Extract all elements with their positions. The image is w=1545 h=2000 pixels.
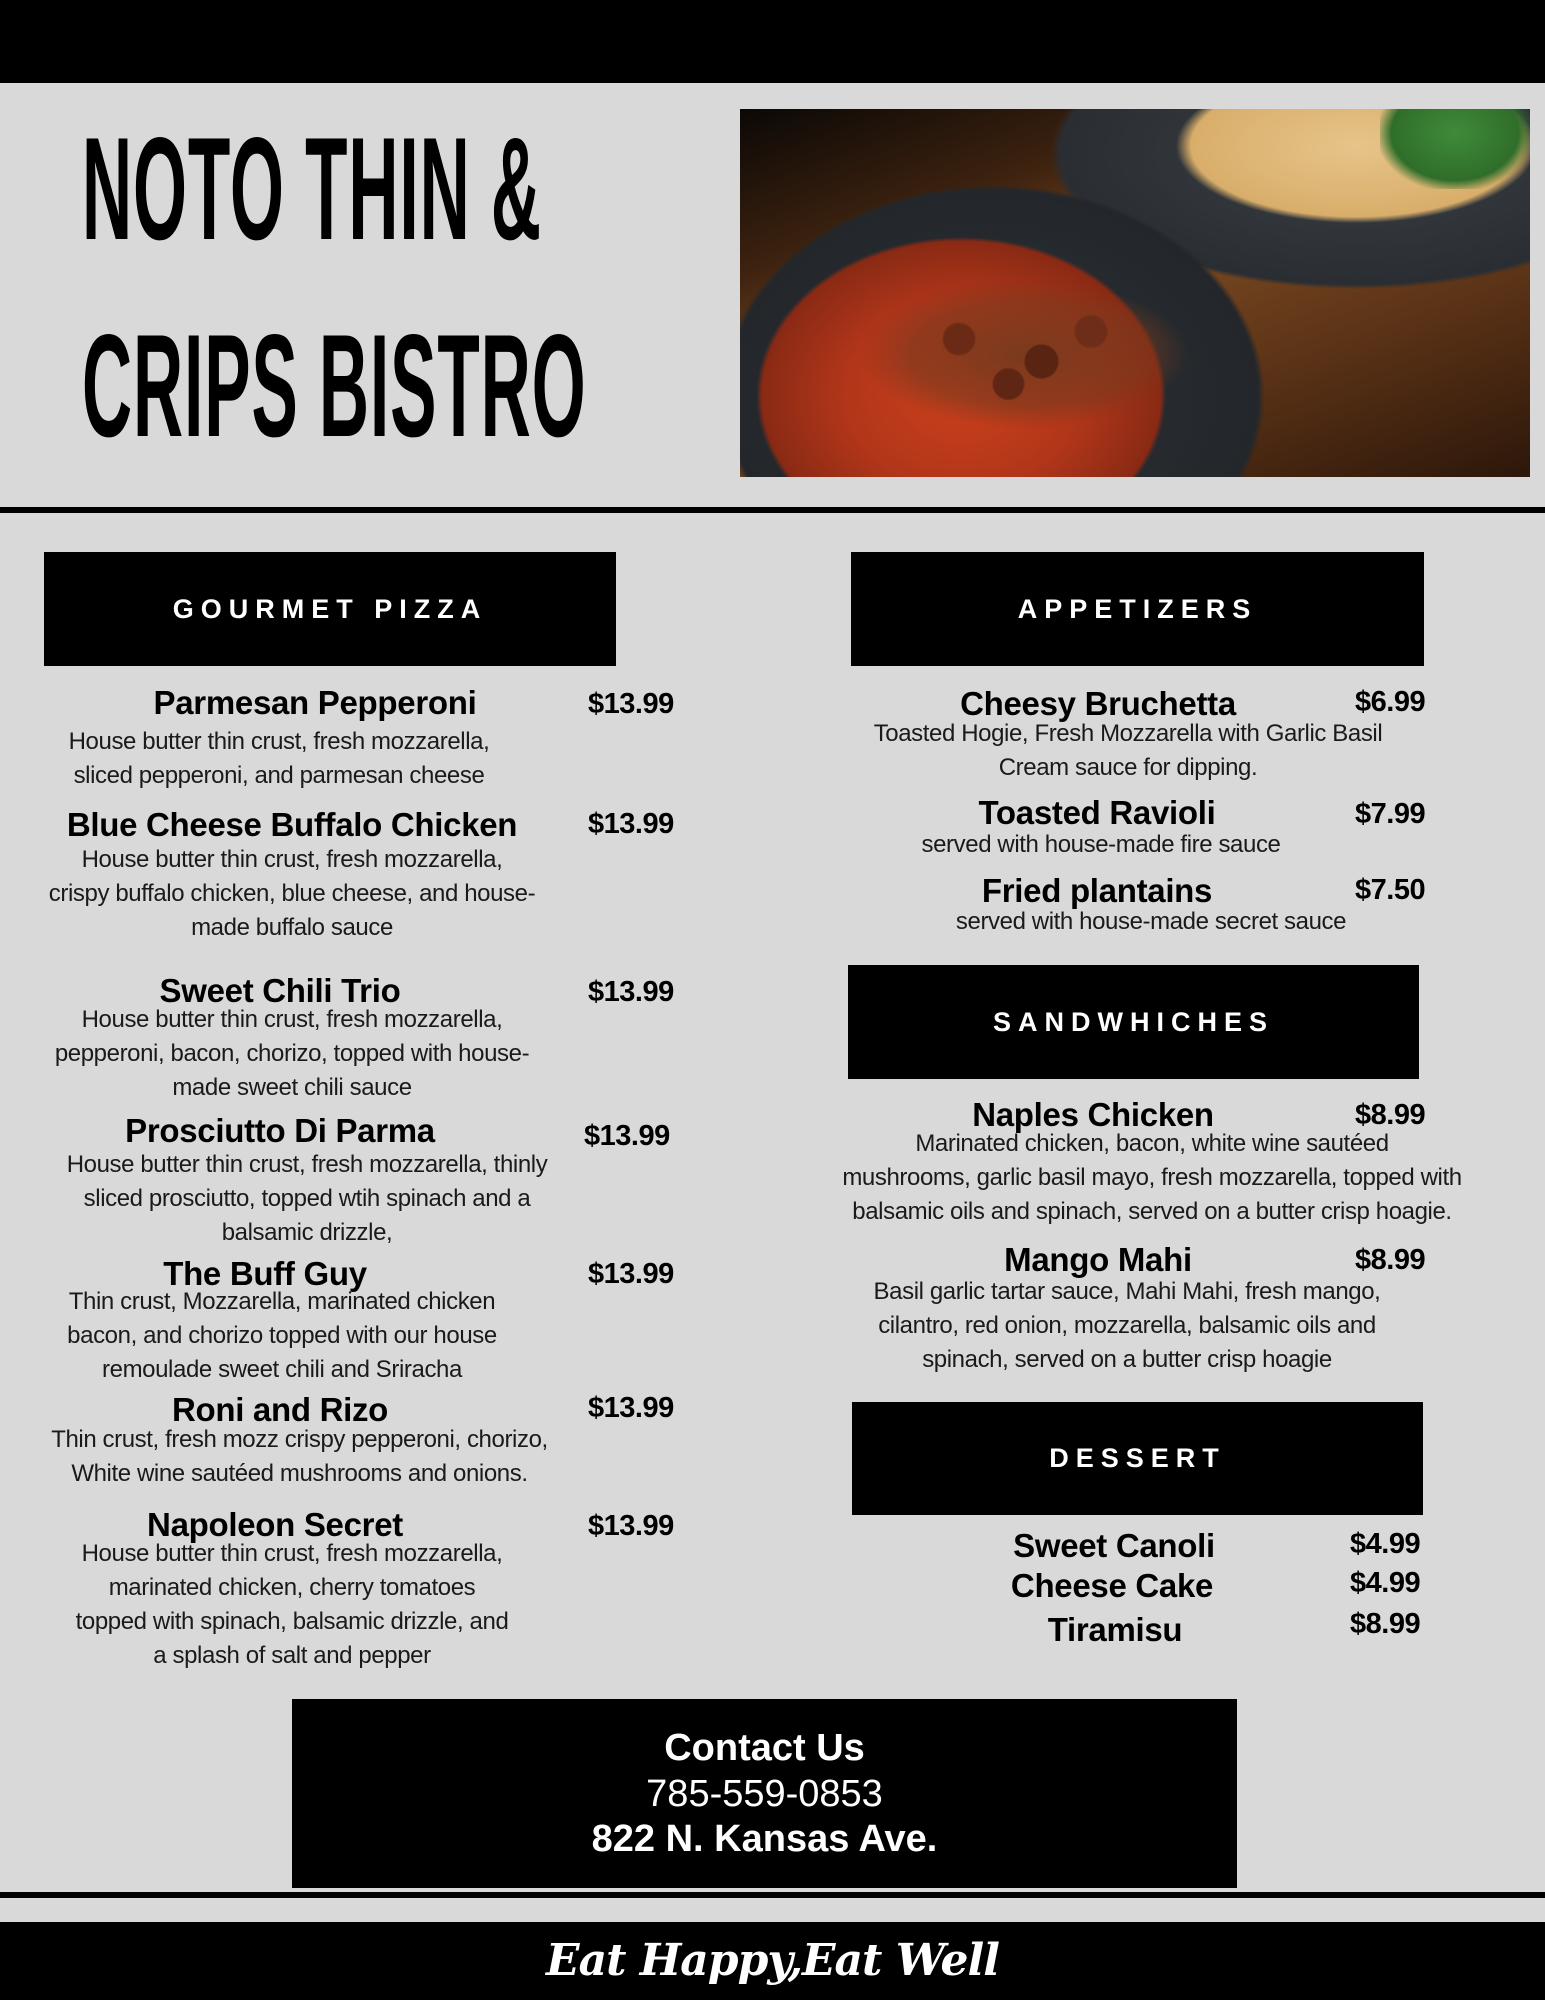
contact-box — [292, 1699, 1237, 1888]
footer-divider — [0, 1892, 1545, 1898]
contact-title: Contact Us — [664, 1727, 865, 1769]
menu-item-description: Marinated chicken, bacon, white wine sautéed mushrooms, garlic basil mayo, fresh mozzarella, topped with balsamic oils and spinach, served on a butter crisp hoagie. — [842, 1130, 1462, 1225]
arugula-topping — [1380, 109, 1530, 189]
menu-item-description: Toasted Hogie, Fresh Mozzarella with Garlic Basil Cream sauce for dipping. — [873, 720, 1383, 781]
menu-item-price: $4.99 — [1350, 1528, 1421, 1560]
section-header-dessert — [852, 1402, 1423, 1515]
menu-item-price: $13.99 — [584, 1120, 670, 1152]
menu-item-name: The Buff Guy — [163, 1255, 367, 1292]
menu-item-price: $13.99 — [588, 976, 674, 1008]
menu-item-description: House butter thin crust, fresh mozzarella, pepperoni, bacon, chorizo, topped with house- made sweet chili sauce — [54, 1006, 530, 1101]
menu-item-description: House butter thin crust, fresh mozzarella, sliced pepperoni, and parmesan cheese — [68, 728, 490, 789]
menu-item-name: Roni and Rizo — [171, 1391, 389, 1428]
menu-item-description: served with house-made fire sauce — [921, 831, 1281, 858]
menu-item-description: Thin crust, Mozzarella, marinated chicken bacon, and chorizo topped with our house remoulade sweet chili and Sriracha — [67, 1288, 497, 1383]
section-title: APPETIZERS — [1017, 593, 1258, 624]
header-divider — [0, 507, 1545, 513]
section-title: DESSERT — [1049, 1443, 1226, 1473]
menu-item-description: House butter thin crust, fresh mozzarella, crispy buffalo chicken, blue cheese, and house- made buffalo sauce — [48, 846, 536, 941]
top-bar — [0, 0, 1545, 83]
menu-item-price: $13.99 — [588, 1392, 674, 1424]
menu-item-price: $8.99 — [1355, 1244, 1426, 1276]
section-title: GOURMET PIZZA — [172, 593, 488, 624]
section-header-appetizers — [851, 552, 1424, 666]
menu-item-name: Blue Cheese Buffalo Chicken — [66, 806, 518, 843]
menu-item-name: Mango Mahi — [1004, 1241, 1192, 1278]
menu-item-name: Tiramisu — [1047, 1611, 1183, 1648]
menu-item-price: $13.99 — [588, 808, 674, 840]
menu-item-name: Cheese Cake — [1010, 1567, 1214, 1604]
menu-item-price: $4.99 — [1350, 1567, 1421, 1599]
menu-item-name: Prosciutto Di Parma — [125, 1112, 435, 1149]
menu-item-description: House butter thin crust, fresh mozzarella, thinly sliced prosciutto, topped wtih spinach and a balsamic drizzle, — [66, 1151, 548, 1246]
menu-item-name: Fried plantains — [981, 872, 1213, 909]
menu-item-name: Sweet Canoli — [1013, 1527, 1215, 1564]
menu-item-name: Cheesy Bruchetta — [960, 685, 1236, 722]
menu-item-price: $13.99 — [588, 1258, 674, 1290]
sausage-topping — [860, 279, 1190, 429]
section-title: SANDWHICHES — [992, 1006, 1274, 1037]
section-header-sandwiches — [848, 965, 1419, 1079]
menu-item-price: $6.99 — [1355, 686, 1426, 718]
menu-item-name: Napoleon Secret — [147, 1506, 403, 1543]
contact-phone[interactable]: 785-559-0853 — [646, 1773, 883, 1815]
menu-item-name: Naples Chicken — [972, 1096, 1214, 1133]
contact-address: 822 N. Kansas Ave. — [591, 1818, 938, 1860]
menu-item-price: $7.50 — [1355, 874, 1426, 906]
menu-item-description: House butter thin crust, fresh mozzarella, marinated chicken, cherry tomatoes topped with spinach, balsamic drizzle, and a splash of salt and pepper — [75, 1540, 509, 1669]
menu-item-price: $13.99 — [588, 688, 674, 720]
restaurant-title-line-2: CRIPS BISTRO — [82, 304, 587, 467]
restaurant-title-line-1: NOTO THIN & — [82, 107, 542, 270]
tagline: Eat Happy,Eat Well — [546, 1935, 999, 1986]
menu-item-name: Sweet Chili Trio — [159, 972, 401, 1009]
section-header-gourmet-pizza — [44, 552, 616, 666]
pizza-photo — [740, 109, 1530, 477]
menu-item-price: $8.99 — [1350, 1608, 1421, 1640]
menu-item-description: served with house-made secret sauce — [955, 908, 1347, 935]
menu-item-price: $8.99 — [1355, 1099, 1426, 1131]
menu-item-description: Basil garlic tartar sauce, Mahi Mahi, fresh mango, cilantro, red onion, mozzarella, balsamic oils and spinach, served on a butter crisp hoagie — [873, 1278, 1381, 1373]
menu-item-price: $7.99 — [1355, 798, 1426, 830]
menu-item-name: Parmesan Pepperoni — [153, 684, 477, 721]
menu-item-name: Toasted Ravioli — [978, 794, 1216, 831]
menu-item-description: Thin crust, fresh mozz crispy pepperoni, chorizo, White wine sautéed mushrooms and onions. — [51, 1426, 548, 1487]
menu-item-price: $13.99 — [588, 1510, 674, 1542]
